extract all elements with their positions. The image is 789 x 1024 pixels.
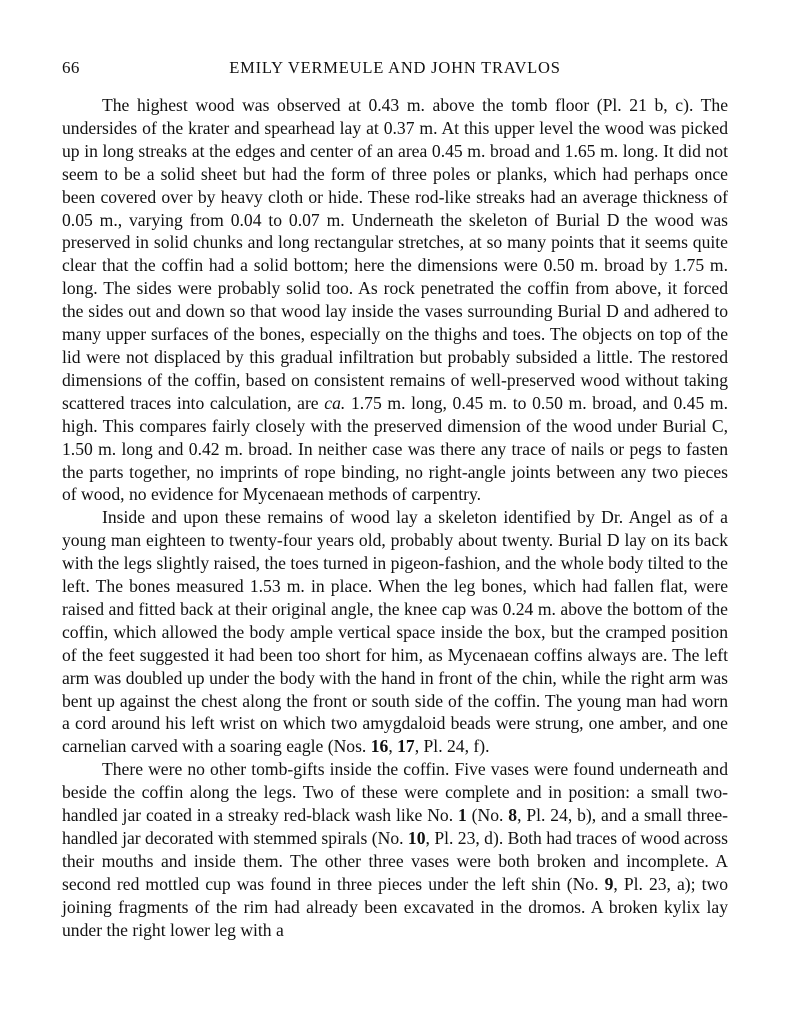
catalog-number: 1 [457, 805, 467, 826]
catalog-number: 17 [397, 736, 415, 757]
catalog-number: 16 [370, 736, 389, 757]
text-run: , Pl. 23, d). Both had traces of wood across their mouths and inside them. The other three vases were both broken and incomplete. A second red mottled cup was found in three pieces under the left shin (No. [62, 828, 728, 894]
text-run: (No. [466, 805, 509, 826]
text-run: There were no other tomb-gifts inside the coffin. Five vases were found underneath and beside the coffin along the legs. Two of these were complete and in position: a small two-handled jar coated in a streaky red-black wash like No. [62, 759, 728, 826]
text-run: , Pl. 24, f). [414, 736, 490, 757]
paragraph-tomb-gifts [62, 758, 728, 941]
paragraph-skeleton [62, 506, 728, 758]
italic-term: ca. [324, 392, 346, 413]
text-run: , Pl. 23, a); two joining fragments of the rim had already been excavated in the dromos. A broken kylix lay under the right lower leg with a [62, 873, 728, 940]
text-run: , [388, 736, 398, 757]
body-text [62, 94, 728, 942]
catalog-number: 9 [604, 873, 614, 894]
running-head [62, 52, 728, 80]
page-number: 66 [62, 58, 80, 77]
running-title: EMILY VERMEULE AND JOHN TRAVLOS [229, 58, 561, 77]
text-run: The highest wood was observed at 0.43 m. above the tomb floor (Pl. 21 b, c). The undersides of the krater and spearhead lay at 0.37 m. At this upper level the wood was picked up in long streaks at the edges and center of an area 0.45 m. broad and 1.65 m. long. It did not seem to be a solid sheet but had the form of three poles or planks, which had perhaps once been covered over by heavy cloth or hide. These rod-like streaks had an average thickness of 0.05 m., varying from 0.04 to 0.07 m. Underneath the skeleton of Burial D the wood was preserved in solid chunks and long rectangular stretches, at so many points that it seems quite clear that the coffin had a solid bottom; here the dimensions were 0.50 m. broad by 1.75 m. long. The sides were probably solid too. As rock penetrated the coffin from above, it forced the sides out and down so that wood lay inside the vases surrounding Burial D and adhered to many upper surfaces of the bones, especially on the thighs and toes. The objects on top of the lid were not displaced by this gradual infiltration but probably subsided a little. The restored dimensions of the coffin, based on consistent remains of well-preserved wood without taking scattered traces into calculation, are [62, 95, 728, 413]
text-run: Inside and upon these remains of wood lay a skeleton identified by Dr. Angel as of a young man eighteen to twenty-four years old, probably about twenty. Burial D lay on its back with the legs slightly raised, the toes turned in pigeon-fashion, and the whole body tilted to the left. The bones measured 1.53 m. in place. When the leg bones, which had fallen flat, were raised and fitted back at their original angle, the knee cap was 0.24 m. above the bottom of the coffin, which allowed the body ample vertical space inside the box, but the cramped position of the feet suggested it had been too short for him, as Mycenaean coffins always are. The left arm was doubled up under the body with the hand in front of the chin, while the right arm was bent up against the chest along the front or south side of the coffin. The young man had worn a cord around his left wrist on which two amygdaloid beads were strung, one amber, and one carnelian carved with a soaring eagle (Nos. [62, 507, 728, 757]
page [62, 52, 728, 942]
paragraph-coffin-wood [62, 94, 728, 506]
text-run: , Pl. 24, b), and a small three-handled jar decorated with stemmed spirals (No. [62, 805, 729, 848]
catalog-number: 8 [508, 805, 518, 826]
catalog-number: 10 [407, 828, 426, 848]
text-run: 1.75 m. long, 0.45 m. to 0.50 m. broad, and 0.45 m. high. This compares fairly closely with the preserved dimension of the wood under Burial C, 1.50 m. long and 0.42 m. broad. In neither case was there any trace of nails or pegs to fasten the parts together, no imprints of rope binding, no right-angle joints between any two pieces of wood, no evidence for Mycenaean methods of carpentry. [62, 392, 729, 505]
